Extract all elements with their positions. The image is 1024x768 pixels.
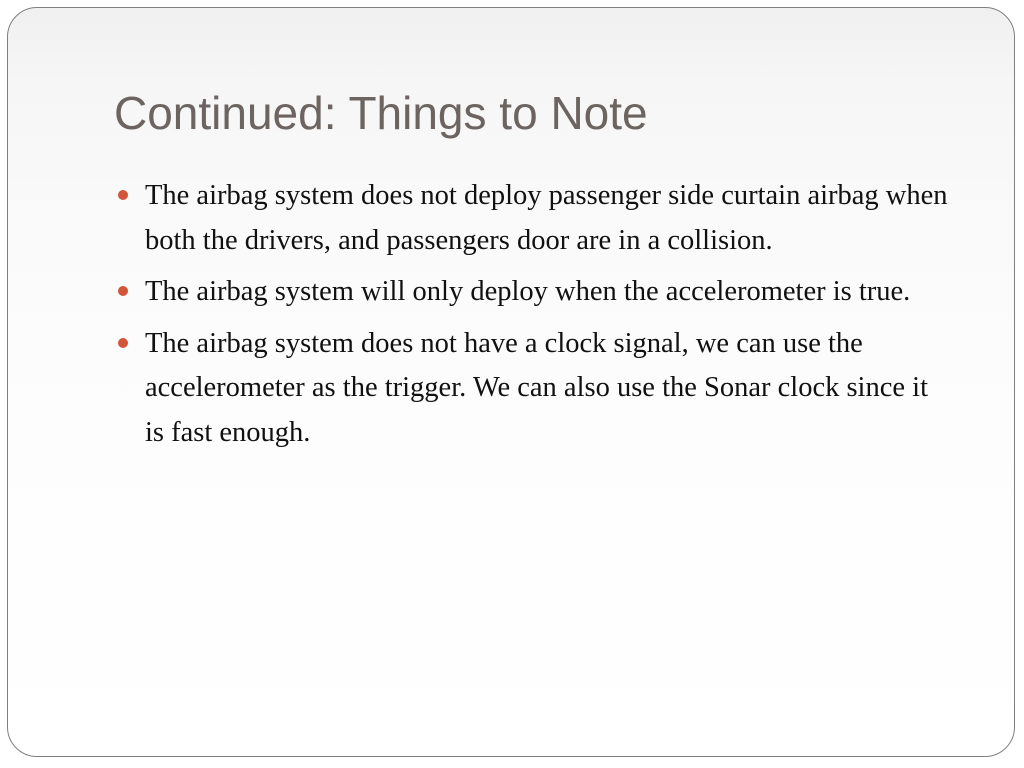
slide <box>7 7 1015 757</box>
bullet-dot-icon <box>118 286 128 296</box>
bullet-item <box>114 322 954 456</box>
bullet-dot-icon <box>118 338 128 348</box>
bullet-dot-icon <box>118 190 128 200</box>
bullet-text: The airbag system does not have a clock signal, we can use the accelerometer as the trigger. We can also use the Sonar clock since it is fast enough. <box>145 327 928 448</box>
bullet-item <box>114 174 954 263</box>
bullet-list <box>114 174 954 462</box>
bullet-text: The airbag system does not deploy passenger side curtain airbag when both the drivers, and passengers door are in a collision. <box>145 180 948 256</box>
slide-title: Continued: Things to Note <box>114 87 648 139</box>
bullet-item <box>114 270 954 315</box>
bullet-text: The airbag system will only deploy when the accelerometer is true. <box>145 276 911 307</box>
